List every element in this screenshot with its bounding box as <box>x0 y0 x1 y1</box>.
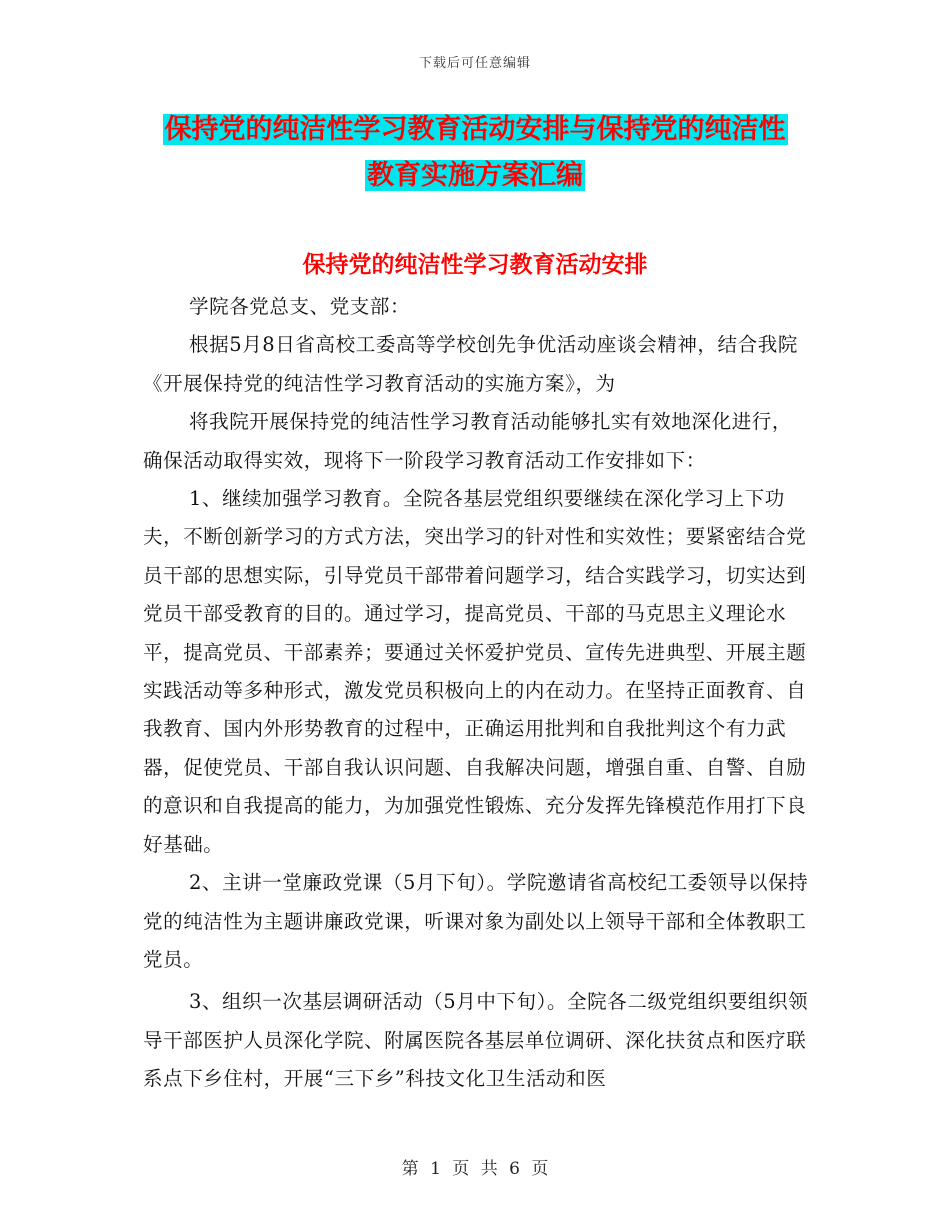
document-title-line-1 <box>0 110 950 150</box>
page-header-note: 下载后可任意编辑 <box>418 56 531 71</box>
body-paragraph-1: 根据5月8日省高校工委高等学校创先争优活动座谈会精神，结合我院《开展保持党的纯洁性学习教育活动的实施方案》，为 <box>143 333 798 395</box>
section-title: 保持党的纯洁性学习教育活动安排 <box>302 251 648 278</box>
body-paragraph-5: 3、组织一次基层调研活动（5月中下旬）。全院各二级党组织要组织领导干部医护人员深化学院、附属医院各基层单位调研、深化扶贫点和医疗联系点下乡住村，开展“三下乡”科技文化卫生活动和医 <box>143 990 809 1091</box>
document-title-text-2: 教育实施方案汇编 <box>367 160 583 191</box>
body-paragraph-2: 将我院开展保持党的纯洁性学习教育活动能够扎实有效地深化进行，确保活动取得实效，现将下一阶段学习教育活动工作安排如下： <box>143 410 793 472</box>
body-paragraph-3: 1、继续加强学习教育。全院各基层党组织要继续在深化学习上下功夫，不断创新学习的方式方法，突出学习的针对性和实效性；要紧密结合党员干部的思想实际，引导党员干部带着问题学习，结合实践学习，切实达到党员干部受教育的目的。通过学习，提高党员、干部的马克思主义理论水平，提高党员、干部素养；要通过关怀爱护党员、宣传先进典型、开展主题实践活动等多种形式，激发党员积极向上的内在动力。在坚持正面教育、自我教育、国内外形势教育的过程中，正确运用批判和自我批判这个有力武器，促使党员、干部自我认识问题、自我解决问题，增强自重、自警、自励的意识和自我提高的能力，为加强党性锻炼、充分发挥先锋模范作用打下良好基础。 <box>143 487 807 856</box>
page-footer: 第 1 页 共 6 页 <box>401 1159 549 1179</box>
body-paragraph-4: 2、主讲一堂廉政党课（5月下旬）。学院邀请省高校纪工委领导以保持党的纯洁性为主题讲廉政党课，听课对象为副处以上领导干部和全体教职工党员。 <box>143 871 809 971</box>
document-title-text-1: 保持党的纯洁性学习教育活动安排与保持党的纯洁性 <box>164 114 786 145</box>
salutation-paragraph: 学院各党总支、党支部： <box>189 295 411 318</box>
document-title-line-2 <box>0 156 950 196</box>
document-body <box>143 288 811 1099</box>
